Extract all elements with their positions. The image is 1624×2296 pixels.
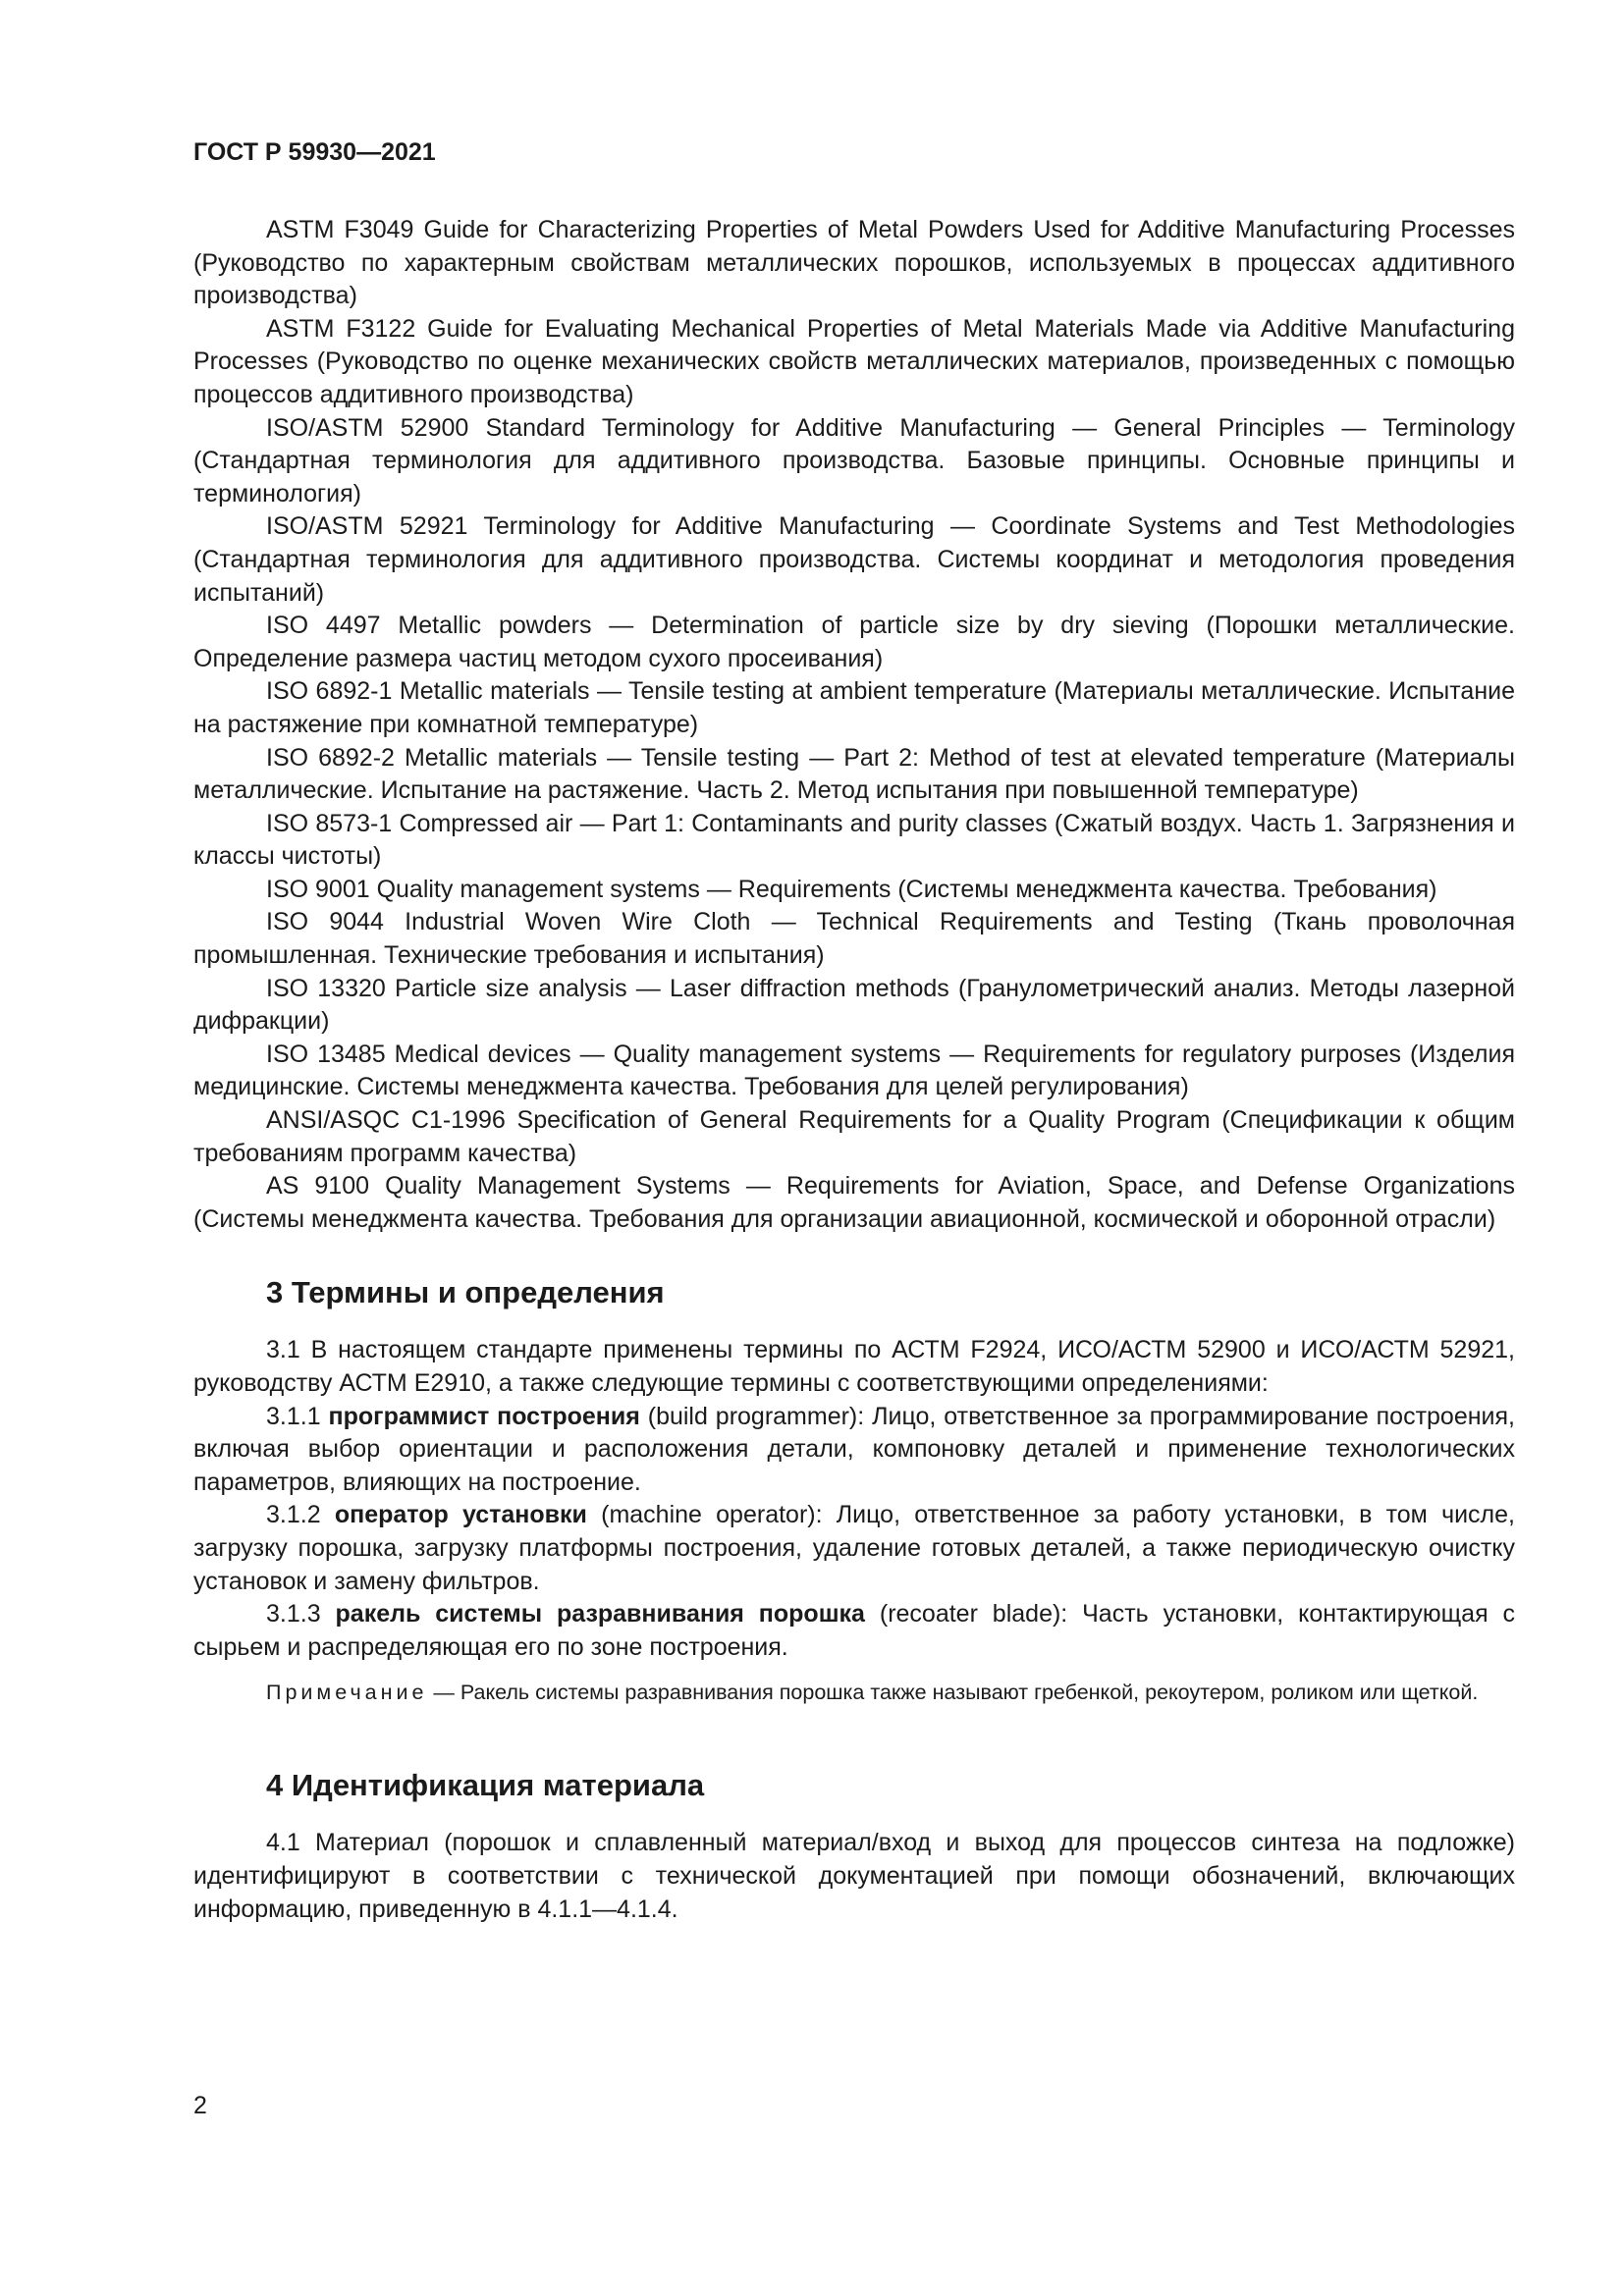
term-name: программист построения [328, 1402, 640, 1430]
reference-item: ISO 6892-2 Metallic materials — Tensile testing — Part 2: Method of test at elevated temperature (Материалы металлические. Испытание на растяжение. Часть 2. Метод испытания при повышенной температуре) [193, 743, 1515, 805]
term-definition: (build programmer): Лицо, ответственное за программирование построения, включая выбор ориентации и расположения детали, компоновку деталей и применение технологических параметров, влияющих на построение. [193, 1402, 1515, 1496]
reference-item: ISO 13485 Medical devices — Quality management systems — Requirements for regulatory purposes (Изделия медицинские. Системы менеджмента качества. Требования для целей регулирования) [193, 1040, 1515, 1101]
reference-item: ASTM F3049 Guide for Characterizing Properties of Metal Powders Used for Additive Manufacturing Processes (Руководство по характерным свойствам металлических порошков, используемых в процессах аддитивного производства) [193, 216, 1515, 310]
reference-item: AS 9100 Quality Management Systems — Requirements for Aviation, Space, and Defense Organizations (Системы менеджмента качества. Требования для организации авиационной, космической и оборонной отрасли) [193, 1172, 1515, 1233]
note [193, 1678, 1515, 1707]
reference-item: ISO 9044 Industrial Woven Wire Cloth — Technical Requirements and Testing (Ткань проволочная промышленная. Технические требования и испытания) [193, 908, 1515, 970]
term-definition: (recoater blade): Часть установки, контактирующая с сырьем и распределяющая его по зоне построения. [193, 1600, 1516, 1661]
term-number: 3.1.3 [266, 1600, 321, 1629]
section-3-title: 3 Термины и определения [266, 1275, 665, 1310]
term-number: 3.1.1 [266, 1402, 321, 1430]
paragraph-3-1: 3.1 В настоящем стандарте применены термины по АСТМ F2924, ИСО/АСТМ 52900 и ИСО/АСТМ 52921, руководству АСТМ Е2910, а также следующие термины с соответствующими определениями: [193, 1336, 1515, 1397]
term-definition: (machine operator): Лицо, ответственное за работу установки, в том числе, загрузку порошка, загрузку платформы построения, удаление готовых деталей, а также периодическую очистку установок и замену фильтров. [193, 1501, 1515, 1595]
page-number: 2 [193, 2092, 207, 2119]
reference-item: ISO/ASTM 52921 Terminology for Additive Manufacturing — Coordinate Systems and Test Methodologies (Стандартная терминология для аддитивного производства. Системы координат и методология проведения испытаний) [193, 512, 1515, 607]
document-header: ГОСТ Р 59930—2021 [193, 138, 436, 166]
term-3-1-2 [193, 1499, 1515, 1598]
note-text: — Ракель системы разравнивания порошка также называют гребенкой, рекоутером, роликом или щеткой. [427, 1681, 1479, 1705]
references-list [193, 214, 1515, 1236]
reference-item: ISO/ASTM 52900 Standard Terminology for Additive Manufacturing — General Principles — Terminology (Стандартная терминология для аддитивного производства. Базовые принципы. Основные принципы и терминология) [193, 413, 1515, 507]
section-4-title: 4 Идентификация материала [266, 1768, 705, 1803]
reference-item: ISO 4497 Metallic powders — Determination of particle size by dry sieving (Порошки металлические. Определение размера частиц методом сухого просеивания) [193, 612, 1515, 672]
reference-item: ANSI/ASQC C1-1996 Specification of General Requirements for a Quality Program (Спецификации к общим требованиям программ качества) [193, 1106, 1515, 1167]
note-label: Примечание [266, 1681, 428, 1705]
term-3-1-3 [193, 1598, 1515, 1664]
reference-item: ISO 9001 Quality management systems — Requirements (Системы менеджмента качества. Требования) [266, 875, 1437, 903]
document-page [193, 137, 1515, 1926]
reference-item: ISO 8573-1 Compressed air — Part 1: Contaminants and purity classes (Сжатый воздух. Часть 1. Загрязнения и классы чистоты) [193, 809, 1515, 871]
reference-item: ISO 6892-1 Metallic materials — Tensile testing at ambient temperature (Материалы металлические. Испытание на растяжение при комнатной температуре) [193, 677, 1515, 738]
term-name: оператор установки [334, 1501, 587, 1529]
term-name: ракель системы разравнивания порошка [335, 1600, 865, 1629]
term-3-1-1 [193, 1401, 1515, 1500]
term-number: 3.1.2 [266, 1501, 321, 1529]
paragraph-4-1: 4.1 Материал (порошок и сплавленный материал/вход и выход для процессов синтеза на подложке) идентифицируют в соответствии с технической документацией при помощи обозначений, включающих информацию, приведенную в 4.1.1—4.1.4. [193, 1829, 1515, 1923]
reference-item: ASTM F3122 Guide for Evaluating Mechanical Properties of Metal Materials Made via Additive Manufacturing Processes (Руководство по оценке механических свойств металлических материалов, произведенных с помощью процессов аддитивного производства) [193, 314, 1515, 408]
reference-item: ISO 13320 Particle size analysis — Laser diffraction methods (Гранулометрический анализ. Методы лазерной дифракции) [193, 974, 1515, 1036]
